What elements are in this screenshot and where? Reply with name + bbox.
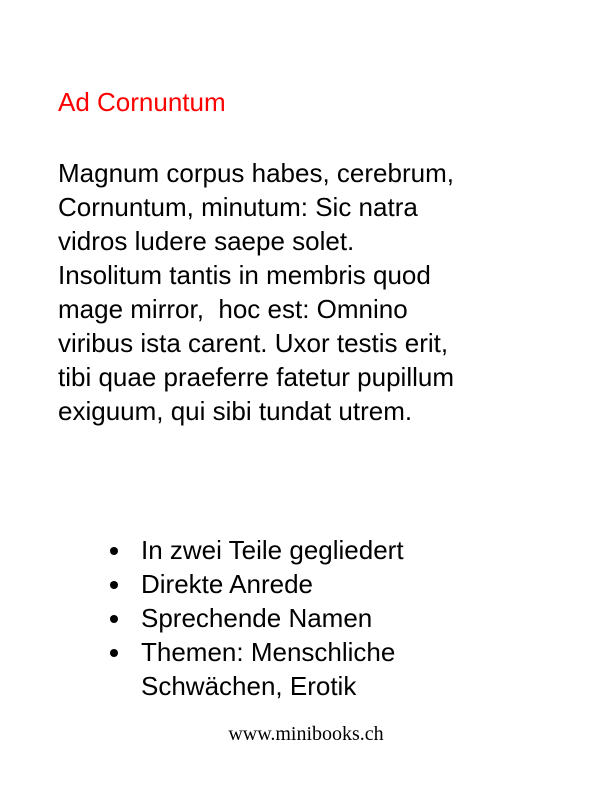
bullet-list — [105, 533, 404, 703]
bullet-dot-icon — [110, 649, 118, 657]
poem-line: vidros ludere saepe solet. — [58, 226, 355, 256]
bullet-dot-icon — [110, 581, 118, 589]
poem-text — [58, 156, 598, 428]
poem-line: viribus ista carent. Uxor testis erit, — [58, 328, 449, 358]
poem-line: exiguum, qui sibi tundat utrem. — [58, 396, 413, 426]
list-item — [105, 533, 404, 567]
footer-url[interactable]: www.minibooks.ch — [228, 723, 384, 745]
list-item-continuation: Schwächen, Erotik — [141, 671, 357, 701]
list-item — [105, 567, 404, 601]
list-item-text: Direkte Anrede — [141, 569, 313, 599]
page-title: Ad Cornuntum — [58, 87, 226, 117]
bullet-dot-icon — [110, 615, 118, 623]
list-item — [105, 635, 404, 703]
poem-line: Insolitum tantis in membris quod — [58, 260, 431, 290]
poem-line: Cornuntum, minutum: Sic natra — [58, 192, 418, 222]
poem-line: mage mirror, hoc est: Omnino — [58, 294, 408, 324]
list-item — [105, 601, 404, 635]
poem-line: Magnum corpus habes, cerebrum, — [58, 158, 454, 188]
poem-line: tibi quae praeferre fatetur pupillum — [58, 362, 455, 392]
list-item-text: Themen: Menschliche — [141, 637, 396, 667]
list-item-text: In zwei Teile gegliedert — [141, 535, 404, 565]
list-item-text: Sprechende Namen — [141, 603, 373, 633]
bullet-dot-icon — [110, 547, 118, 555]
